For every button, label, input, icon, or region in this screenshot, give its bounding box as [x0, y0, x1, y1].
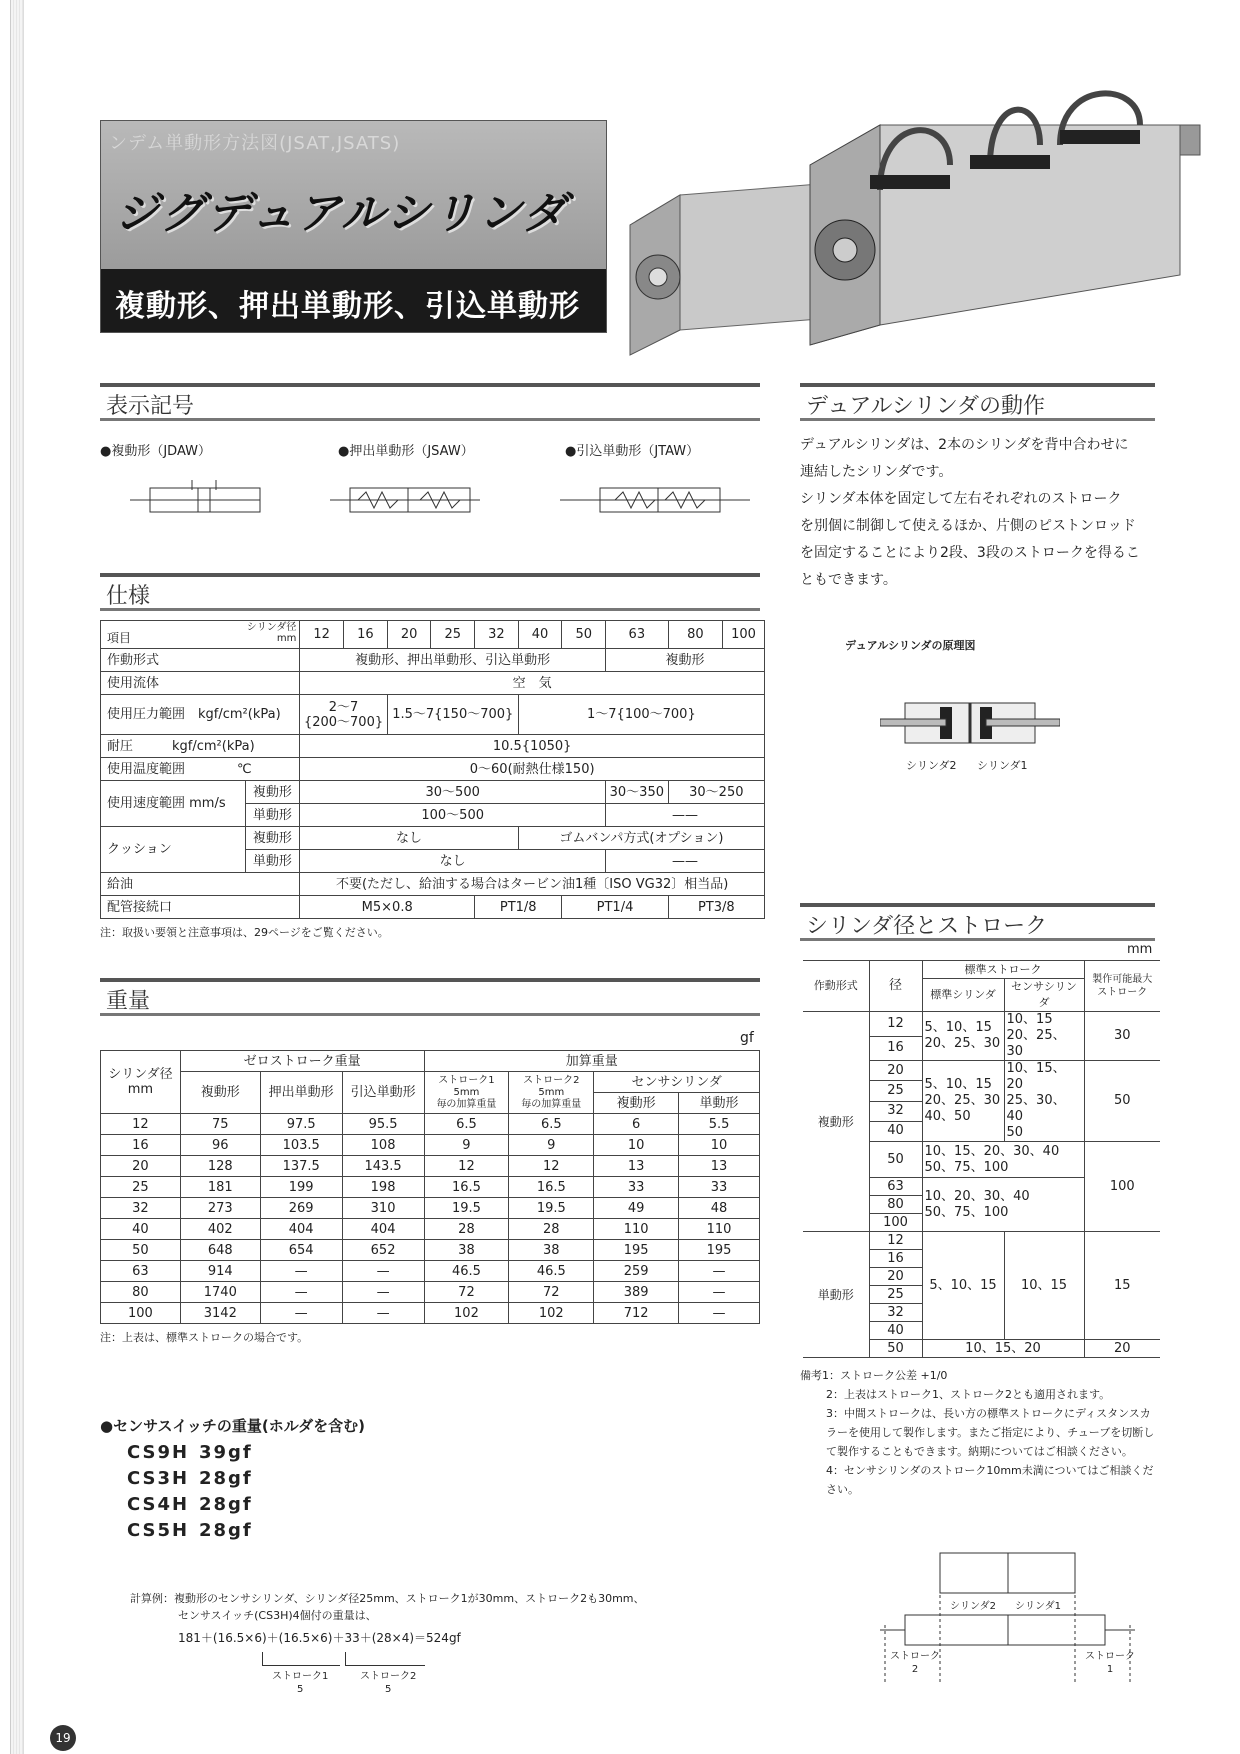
stroke-note: 3：中間ストロークは、長い方の標準ストロークにディスタンスカラーを使用して製作します。またご指定により、チューブを切断して製作することもできます。納期についてはご相談ください。 — [826, 1407, 1155, 1458]
cell: 33 — [594, 1177, 679, 1198]
switch-weight: 28gf — [199, 1468, 253, 1489]
diam: 32 — [475, 621, 519, 649]
weight-heading: 重量 — [100, 978, 760, 1016]
cell: PT1/4 — [562, 896, 668, 919]
cell: 269 — [260, 1198, 342, 1219]
cell: 1〜7{100〜700} — [518, 695, 764, 735]
row-label: 使用速度範囲 mm/s — [101, 781, 246, 827]
table-row — [101, 1051, 760, 1072]
cell: なし — [300, 850, 606, 873]
header: ゼロストローク重量 — [180, 1051, 424, 1072]
cell: 30 — [1084, 1012, 1160, 1061]
diam: 100 — [723, 621, 765, 649]
weight-block — [100, 1050, 760, 1345]
cell: 10、20、30、40 50、75、100 — [922, 1178, 1084, 1232]
cell: 63 — [101, 1261, 181, 1282]
cell: 12 — [509, 1156, 594, 1177]
cell: 195 — [679, 1240, 760, 1261]
switch-weight: 39gf — [199, 1442, 253, 1463]
cell: —— — [606, 850, 765, 873]
principle-diagram — [880, 695, 1060, 750]
cell: 25 — [869, 1286, 922, 1304]
cell: 102 — [424, 1303, 509, 1324]
cell: — — [260, 1282, 342, 1303]
page-number: 19 — [50, 1725, 76, 1751]
switch-model: CS9H — [127, 1442, 190, 1463]
calc-line: 計算例：複動形のセンサシリンダ、シリンダ径25mm、ストローク1が30mm、ストローク2も30mm、 — [130, 1592, 645, 1605]
stroke-heading: シリンダ径とストローク — [800, 903, 1155, 941]
diam: 25 — [431, 621, 475, 649]
row-label: 使用圧力範囲 kgf/cm²(kPa) — [101, 695, 300, 735]
table-row — [101, 1240, 760, 1261]
cell: 32 — [869, 1101, 922, 1121]
cell: 32 — [869, 1304, 922, 1322]
cell: 複動形 — [606, 649, 765, 672]
cell: 15 — [1084, 1232, 1160, 1340]
bracket — [262, 1652, 340, 1666]
header: センサシリンダ — [594, 1072, 760, 1093]
cyl1-label: シリンダ1 — [977, 759, 1028, 772]
cell: 20 — [101, 1156, 181, 1177]
title-banner — [100, 120, 607, 333]
cell: 46.5 — [509, 1261, 594, 1282]
cell: — — [679, 1303, 760, 1324]
diam: 63 — [606, 621, 669, 649]
cell: 9 — [509, 1135, 594, 1156]
header: 径 — [869, 961, 922, 1012]
header: センサシリンダ — [1004, 979, 1084, 1012]
cell: 19.5 — [509, 1198, 594, 1219]
cell: 273 — [180, 1198, 260, 1219]
cell: 50 — [869, 1340, 922, 1358]
table-row — [101, 1219, 760, 1240]
cell: 38 — [424, 1240, 509, 1261]
cell: 不要(ただし、給油する場合はタービン油1種〔ISO VG32〕相当品) — [300, 873, 765, 896]
cell: 110 — [679, 1219, 760, 1240]
diag-stroke1: ストローク 1 — [1085, 1651, 1135, 1675]
value: 5 — [297, 1684, 304, 1695]
table-row — [101, 1261, 760, 1282]
cell: 46.5 — [424, 1261, 509, 1282]
product-photo — [620, 85, 1210, 375]
diam: 40 — [518, 621, 562, 649]
cell: 10、15、20、30、40 50、75、100 — [922, 1142, 1084, 1178]
cell: 16 — [869, 1036, 922, 1061]
cell: 複動形 — [803, 1012, 869, 1232]
cell: 310 — [342, 1198, 424, 1219]
cell: 12 — [869, 1012, 922, 1037]
table-row — [101, 735, 765, 758]
stroke-note: 4：センサシリンダのストローク10mm未満についてはご相談ください。 — [826, 1464, 1154, 1496]
diag-cyl2: シリンダ2 — [950, 1601, 996, 1612]
cell: 181 — [180, 1177, 260, 1198]
cell: 10 — [594, 1135, 679, 1156]
weight-unit: gf — [740, 1030, 754, 1046]
table-row — [101, 873, 765, 896]
cell: M5×0.8 — [300, 896, 475, 919]
calc-line: センサスイッチ(CS3H)4個付の重量は、 — [178, 1609, 377, 1622]
banner-ghost-text: ンデム単動形方法図(JSAT,JSATS) — [109, 133, 401, 154]
header: 標準シリンダ — [922, 979, 1004, 1012]
double-acting-symbol — [130, 480, 260, 512]
spec-block — [100, 620, 765, 940]
table-row — [101, 1282, 760, 1303]
pull-single-symbol — [560, 488, 750, 512]
page-edge — [10, 0, 24, 1754]
stroke-unit: mm — [1127, 942, 1153, 957]
cell: 30〜500 — [300, 781, 606, 804]
table-row — [101, 1114, 760, 1135]
diam: 80 — [668, 621, 722, 649]
cell: 108 — [342, 1135, 424, 1156]
table-row — [803, 961, 1160, 979]
cell: 30〜350 — [606, 781, 669, 804]
spec-note: 注：取扱い要領と注意事項は、29ページをご覧ください。 — [100, 926, 389, 939]
cell: 100〜500 — [300, 804, 606, 827]
stroke-table — [803, 960, 1160, 1358]
cell: 97.5 — [260, 1114, 342, 1135]
switch-weight: 28gf — [199, 1494, 253, 1515]
cell: 40 — [101, 1219, 181, 1240]
calc-s2 — [360, 1670, 416, 1696]
cell: 13 — [594, 1156, 679, 1177]
table-row — [101, 621, 765, 649]
table-row — [101, 1072, 760, 1093]
sub-label: 単動形 — [245, 804, 300, 827]
table-row — [101, 827, 765, 850]
cell: 648 — [180, 1240, 260, 1261]
cell: 652 — [342, 1240, 424, 1261]
cell: 1740 — [180, 1282, 260, 1303]
stroke-note: 備考1：ストローク公差 +1/0 — [800, 1369, 948, 1382]
cell: — — [342, 1303, 424, 1324]
cell: 6.5 — [424, 1114, 509, 1135]
cell: 25 — [869, 1081, 922, 1101]
sub-label: 複動形 — [245, 781, 300, 804]
cell: 143.5 — [342, 1156, 424, 1177]
corner-item: 項目 — [107, 631, 132, 645]
cell: 72 — [424, 1282, 509, 1303]
header: ストローク2 5mm 毎の加算重量 — [509, 1072, 594, 1114]
cell: 10.5{1050} — [300, 735, 765, 758]
sub-label: 複動形 — [245, 827, 300, 850]
cell: PT1/8 — [475, 896, 562, 919]
diam: 16 — [344, 621, 388, 649]
cell: 404 — [260, 1219, 342, 1240]
switch-item — [127, 1466, 253, 1492]
sub-label: 単動形 — [245, 850, 300, 873]
spec-table — [100, 620, 765, 919]
cell: 19.5 — [424, 1198, 509, 1219]
cell: 103.5 — [260, 1135, 342, 1156]
symbol-double-label: ●複動形（JDAW） — [100, 444, 211, 459]
cell: 38 — [509, 1240, 594, 1261]
bracket — [345, 1652, 425, 1666]
cell: 16 — [101, 1135, 181, 1156]
cell: 16 — [869, 1250, 922, 1268]
label: ストローク1 — [272, 1671, 329, 1682]
cell: — — [679, 1261, 760, 1282]
table-row — [101, 1177, 760, 1198]
cell: 空 気 — [300, 672, 765, 695]
cell: —— — [606, 804, 765, 827]
cell: 95.5 — [342, 1114, 424, 1135]
cell: 199 — [260, 1177, 342, 1198]
row-label: 耐圧 kgf/cm²(kPa) — [101, 735, 300, 758]
table-row — [101, 758, 765, 781]
cell: — — [342, 1282, 424, 1303]
table-row — [101, 781, 765, 804]
cell: 402 — [180, 1219, 260, 1240]
cell: 96 — [180, 1135, 260, 1156]
row-label: クッション — [101, 827, 246, 873]
cell: 13 — [679, 1156, 760, 1177]
cell: 20 — [869, 1061, 922, 1081]
cell: 16.5 — [509, 1177, 594, 1198]
cell: — — [342, 1261, 424, 1282]
switch-model: CS4H — [127, 1494, 190, 1515]
stroke-note: 2：上表はストローク1、ストローク2とも適用されます。 — [826, 1388, 1111, 1401]
cell: 72 — [509, 1282, 594, 1303]
calc-example — [130, 1590, 645, 1647]
cell: 20 — [869, 1268, 922, 1286]
cell: 914 — [180, 1261, 260, 1282]
cell: ゴムバンパ方式(オプション) — [518, 827, 764, 850]
cell: 102 — [509, 1303, 594, 1324]
cell: 6 — [594, 1114, 679, 1135]
table-row — [101, 896, 765, 919]
header: 製作可能最大 ストローク — [1084, 961, 1160, 1012]
cell: 404 — [342, 1219, 424, 1240]
table-row — [101, 1135, 760, 1156]
switch-item — [127, 1440, 253, 1466]
cell: 10、15、20 — [922, 1340, 1084, 1358]
header: 押出単動形 — [260, 1072, 342, 1114]
cell: 63 — [869, 1178, 922, 1196]
header: 単動形 — [679, 1093, 760, 1114]
cell: 2〜7 {200〜700} — [300, 695, 387, 735]
page-subtitle: 複動形、押出単動形、引込単動形 — [101, 269, 606, 332]
table-row — [101, 672, 765, 695]
weight-note: 注：上表は、標準ストロークの場合です。 — [100, 1331, 309, 1344]
table-row — [101, 1156, 760, 1177]
diam: 12 — [300, 621, 344, 649]
cell: 10、15、20 25、30、40 50 — [1004, 1061, 1084, 1142]
switch-model: CS5H — [127, 1520, 190, 1541]
cell: PT3/8 — [668, 896, 764, 919]
cell: 40 — [869, 1322, 922, 1340]
cell: 9 — [424, 1135, 509, 1156]
cell: 12 — [424, 1156, 509, 1177]
diag-stroke2: ストローク 2 — [890, 1651, 940, 1675]
calc-formula: 181＋(16.5×6)＋(16.5×6)＋33＋(28×4)＝524gf — [178, 1631, 461, 1645]
header: 標準ストローク — [922, 961, 1084, 979]
table-row — [101, 649, 765, 672]
cell: 50 — [1084, 1061, 1160, 1142]
table-row — [101, 695, 765, 735]
cell: 195 — [594, 1240, 679, 1261]
cell: 28 — [424, 1219, 509, 1240]
row-label: 作動形式 — [101, 649, 300, 672]
cell: 100 — [1084, 1142, 1160, 1232]
cell: 712 — [594, 1303, 679, 1324]
table-row — [803, 1012, 1160, 1037]
cell: 49 — [594, 1198, 679, 1219]
cell: 259 — [594, 1261, 679, 1282]
table-row — [803, 1232, 1160, 1250]
row-label: 配管接続口 — [101, 896, 300, 919]
symbol-pull-label: ●引込単動形（JTAW） — [565, 444, 700, 459]
switch-item — [127, 1492, 253, 1518]
cell: 5、10、15 20、25、30 40、50 — [922, 1061, 1004, 1142]
header: 作動形式 — [803, 961, 869, 1012]
cell: 48 — [679, 1198, 760, 1219]
cell: 28 — [509, 1219, 594, 1240]
header: シリンダ径 mm — [101, 1051, 181, 1114]
operation-heading: デュアルシリンダの動作 — [800, 383, 1155, 421]
switch-item — [127, 1518, 253, 1544]
cell: 75 — [180, 1114, 260, 1135]
cell: 110 — [594, 1219, 679, 1240]
operation-text: デュアルシリンダは、2本のシリンダを背中合わせに 連結したシリンダです。 シリンダ本体を固定して左右それぞれのストローク を別個に制御して使えるほか、片側のピストンロッド を固定することにより2段、3段のストロークを得るこ ともできます。 — [800, 437, 1140, 588]
switch-model: CS3H — [127, 1468, 190, 1489]
weight-table — [100, 1050, 760, 1324]
cell: 0〜60(耐熱仕様150) — [300, 758, 765, 781]
diam: 20 — [387, 621, 431, 649]
cell: 33 — [679, 1177, 760, 1198]
diagram-title: デュアルシリンダの原理図 — [845, 639, 976, 652]
header: 引込単動形 — [342, 1072, 424, 1114]
stroke-notes — [800, 1366, 1160, 1499]
header: 複動形 — [180, 1072, 260, 1114]
cell: 12 — [101, 1114, 181, 1135]
cell: 1.5〜7{150〜700} — [387, 695, 518, 735]
cell: 50 — [101, 1240, 181, 1261]
switch-heading: ●センサスイッチの重量(ホルダを含む) — [100, 1417, 366, 1435]
table-row — [101, 1198, 760, 1219]
cell: 128 — [180, 1156, 260, 1177]
cell: 20 — [1084, 1340, 1160, 1358]
push-single-symbol — [330, 488, 480, 512]
header: 複動形 — [594, 1093, 679, 1114]
diag-cyl1: シリンダ1 — [1015, 1601, 1061, 1612]
diam: 50 — [562, 621, 606, 649]
cell: 5、10、15 — [922, 1232, 1004, 1340]
cell: 40 — [869, 1121, 922, 1141]
cell: 複動形、押出単動形、引込単動形 — [300, 649, 606, 672]
header: ストローク1 5mm 毎の加算重量 — [424, 1072, 509, 1114]
symbol-push-label: ●押出単動形（JSAW） — [338, 444, 474, 459]
row-label: 給油 — [101, 873, 300, 896]
cell: 80 — [101, 1282, 181, 1303]
cell: 198 — [342, 1177, 424, 1198]
cell: 16.5 — [424, 1177, 509, 1198]
cell: 389 — [594, 1282, 679, 1303]
cell: 100 — [869, 1214, 922, 1232]
header: 加算重量 — [424, 1051, 759, 1072]
cell: 30〜250 — [668, 781, 764, 804]
cell: 10、15 — [1004, 1232, 1084, 1340]
cyl2-label: シリンダ2 — [906, 759, 957, 772]
page-title: ジグデュアルシリンダ — [115, 188, 569, 239]
cell: 25 — [101, 1177, 181, 1198]
symbols-heading: 表示記号 — [100, 383, 760, 421]
switch-weight: 28gf — [199, 1520, 253, 1541]
value: 5 — [385, 1684, 392, 1695]
calc-s1 — [272, 1670, 328, 1696]
corner-diameter: シリンダ径 mm — [246, 622, 297, 644]
cell: 5.5 — [679, 1114, 760, 1135]
table-row — [101, 1303, 760, 1324]
cell: 10 — [679, 1135, 760, 1156]
cell: 5、10、15 20、25、30 — [922, 1012, 1004, 1061]
cell: 単動形 — [803, 1232, 869, 1358]
cell: 50 — [869, 1142, 922, 1178]
cell: — — [260, 1261, 342, 1282]
cell: — — [260, 1303, 342, 1324]
cell: 100 — [101, 1303, 181, 1324]
cell: — — [679, 1282, 760, 1303]
cell: 10、15 20、25、30 — [1004, 1012, 1084, 1061]
cylinder-symbols — [130, 480, 770, 520]
cell: 80 — [869, 1196, 922, 1214]
cell: 12 — [869, 1232, 922, 1250]
spec-heading: 仕様 — [100, 573, 760, 611]
cell: 654 — [260, 1240, 342, 1261]
stroke-block — [800, 960, 1160, 1499]
cell: 3142 — [180, 1303, 260, 1324]
cell: 6.5 — [509, 1114, 594, 1135]
label: ストローク2 — [360, 1671, 417, 1682]
row-label: 使用温度範囲 ℃ — [101, 758, 300, 781]
cell: なし — [300, 827, 518, 850]
cell: 137.5 — [260, 1156, 342, 1177]
cell: 32 — [101, 1198, 181, 1219]
row-label: 使用流体 — [101, 672, 300, 695]
switch-list — [127, 1440, 253, 1544]
